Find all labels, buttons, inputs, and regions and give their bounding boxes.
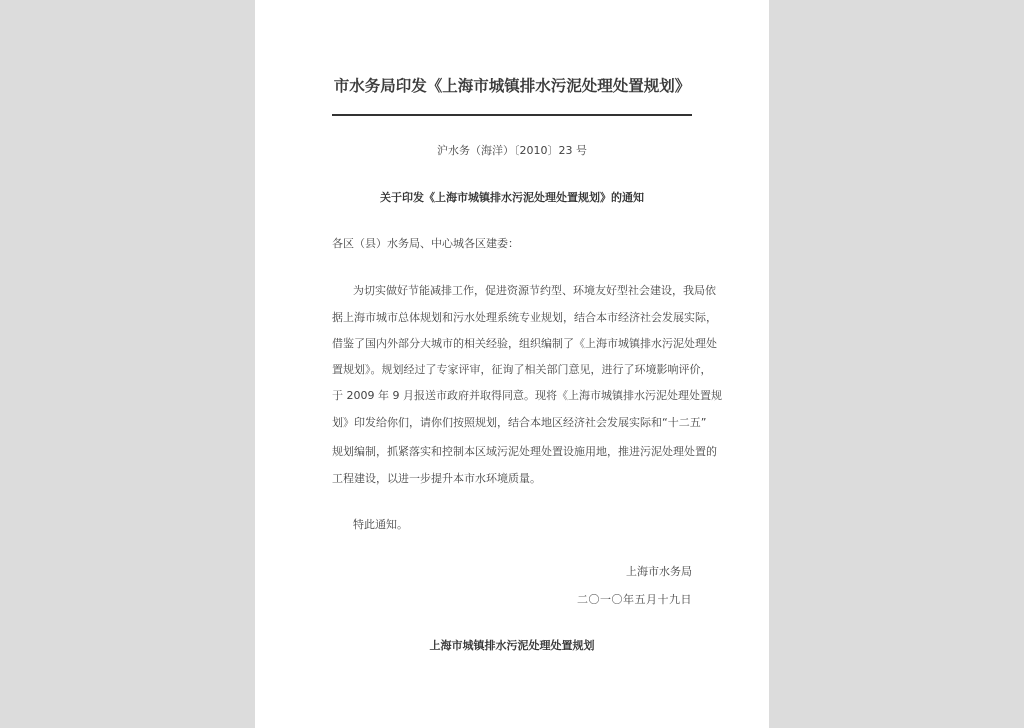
plan-title: 上海市城镇排水污泥处理处置规划 (429, 639, 595, 652)
document-title: 市水务局印发《上海市城镇排水污泥处理处置规划》 (333, 77, 691, 95)
addressee-line: 各区（县）水务局、中心城各区建委： (332, 237, 519, 250)
document-number: 沪水务（海洋）〔2010〕23 号 (437, 144, 587, 157)
body-paragraph-line: 据上海市城市总体规划和污水处理系统专业规划，结合本市经济社会发展实际， (332, 311, 717, 324)
title-divider (332, 114, 692, 116)
document-page (255, 0, 769, 728)
closing-line: 特此通知。 (353, 518, 408, 531)
body-paragraph-line: 置规划》。规划经过了专家评审，征询了相关部门意见，进行了环境影响评价， (332, 363, 712, 376)
body-paragraph-line: 为切实做好节能减排工作，促进资源节约型、环境友好型社会建设，我局依 (353, 284, 716, 297)
body-paragraph-line: 于 2009 年 9 月报送市政府并取得同意。现将《上海市城镇排水污泥处理处置规 (332, 389, 722, 402)
notice-title: 关于印发《上海市城镇排水污泥处理处置规划》的通知 (380, 191, 644, 204)
issue-date: 二〇一〇年五月十九日 (577, 593, 692, 606)
issuer-signature: 上海市水务局 (626, 565, 692, 578)
body-paragraph-line: 划》印发给你们，请你们按照规划，结合本地区经济社会发展实际和“十二五” (332, 416, 707, 429)
body-paragraph-line: 规划编制，抓紧落实和控制本区域污泥处理处置设施用地，推进污泥处理处置的 (332, 445, 717, 458)
body-paragraph-line: 借鉴了国内外部分大城市的相关经验，组织编制了《上海市城镇排水污泥处理处 (332, 337, 717, 350)
body-paragraph-line: 工程建设，以进一步提升本市水环境质量。 (332, 472, 541, 485)
